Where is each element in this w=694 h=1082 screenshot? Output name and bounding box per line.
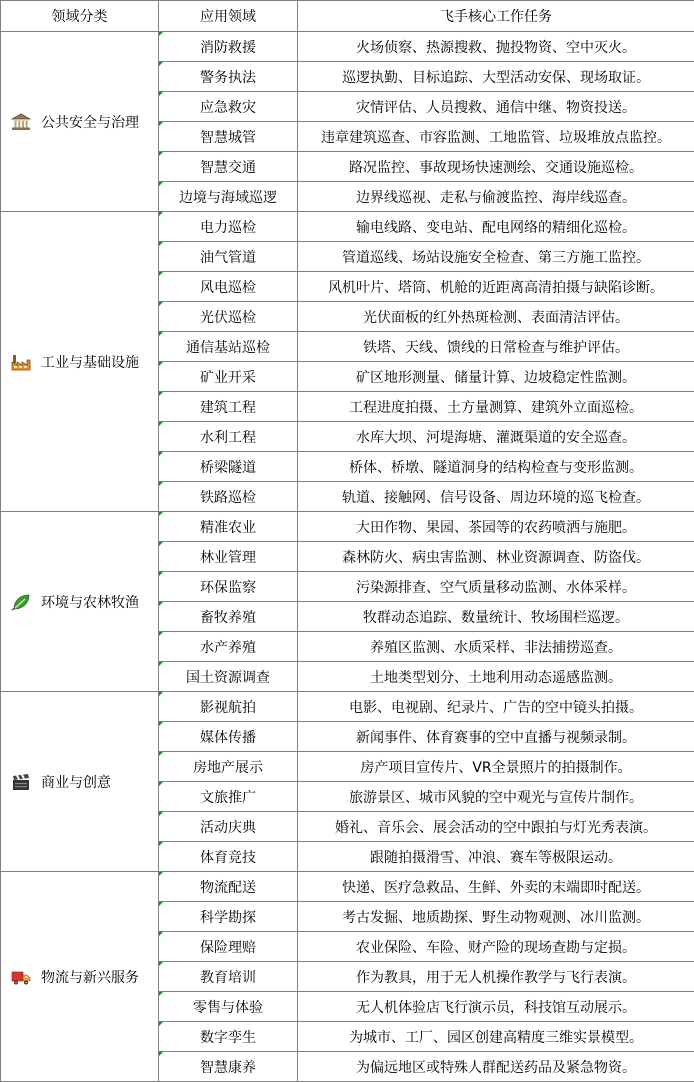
task-cell: 光伏面板的红外热斑检测、表面清洁评估。 [298, 302, 694, 332]
application-cell: 风电巡检 [159, 272, 298, 302]
task-cell: 输电线路、变电站、配电网络的精细化巡检。 [298, 212, 694, 242]
header-task: 飞手核心工作任务 [298, 1, 694, 32]
header-row [1, 1, 694, 32]
application-cell: 科学勘探 [159, 902, 298, 932]
table-row [1, 512, 694, 542]
application-cell: 影视航拍 [159, 692, 298, 722]
application-cell: 保险理赔 [159, 932, 298, 962]
application-cell: 光伏巡检 [159, 302, 298, 332]
task-cell: 考古发掘、地质勘探、野生动物观测、冰川监测。 [298, 902, 694, 932]
application-cell: 林业管理 [159, 542, 298, 572]
task-cell: 风机叶片、塔筒、机舱的近距离高清拍摄与缺陷诊断。 [298, 272, 694, 302]
application-cell: 电力巡检 [159, 212, 298, 242]
task-cell: 养殖区监测、水质采样、非法捕捞巡查。 [298, 632, 694, 662]
task-cell: 大田作物、果园、茶园等的农药喷洒与施肥。 [298, 512, 694, 542]
application-cell: 媒体传播 [159, 722, 298, 752]
task-cell: 新闻事件、体育赛事的空中直播与视频录制。 [298, 722, 694, 752]
application-cell: 消防救援 [159, 32, 298, 62]
task-cell: 森林防火、病虫害监测、林业资源调查、防盗伐。 [298, 542, 694, 572]
application-cell: 油气管道 [159, 242, 298, 272]
task-cell: 为偏远地区或特殊人群配送药品及紧急物资。 [298, 1052, 694, 1082]
government-building-icon [11, 113, 31, 131]
application-cell: 铁路巡检 [159, 482, 298, 512]
delivery-truck-icon [11, 968, 31, 986]
application-cell: 零售与体验 [159, 992, 298, 1022]
task-cell: 巡逻执勤、目标追踪、大型活动安保、现场取证。 [298, 62, 694, 92]
task-cell: 作为教具，用于无人机操作教学与飞行表演。 [298, 962, 694, 992]
application-cell: 文旅推广 [159, 782, 298, 812]
task-cell: 工程进度拍摄、土方量测算、建筑外立面巡检。 [298, 392, 694, 422]
task-cell: 矿区地形测量、储量计算、边坡稳定性监测。 [298, 362, 694, 392]
application-cell: 矿业开采 [159, 362, 298, 392]
category-label: 公共安全与治理 [41, 112, 139, 132]
task-cell: 边界线巡视、走私与偷渡监控、海岸线巡查。 [298, 182, 694, 212]
task-cell: 为城市、工厂、园区创建高精度三维实景模型。 [298, 1022, 694, 1052]
task-cell: 管道巡线、场站设施安全检查、第三方施工监控。 [298, 242, 694, 272]
application-cell: 智慧康养 [159, 1052, 298, 1082]
table-row [1, 212, 694, 242]
clapperboard-icon [11, 773, 31, 791]
table-body [1, 32, 694, 1082]
task-cell: 牧群动态追踪、数量统计、牧场围栏巡逻。 [298, 602, 694, 632]
application-cell: 智慧城管 [159, 122, 298, 152]
application-cell: 建筑工程 [159, 392, 298, 422]
category-cell [1, 212, 159, 512]
application-cell: 数字孪生 [159, 1022, 298, 1052]
category-cell [1, 512, 159, 692]
task-cell: 桥体、桥墩、隧道洞身的结构检查与变形监测。 [298, 452, 694, 482]
application-cell: 房地产展示 [159, 752, 298, 782]
application-cell: 边境与海域巡逻 [159, 182, 298, 212]
task-cell: 污染源排查、空气质量移动监测、水体采样。 [298, 572, 694, 602]
category-cell [1, 32, 159, 212]
task-cell: 快递、医疗急救品、生鲜、外卖的末端即时配送。 [298, 872, 694, 902]
application-cell: 通信基站巡检 [159, 332, 298, 362]
application-cell: 精准农业 [159, 512, 298, 542]
task-cell: 轨道、接触网、信号设备、周边环境的巡飞检查。 [298, 482, 694, 512]
leaf-icon [11, 593, 31, 611]
task-cell: 房产项目宣传片、VR全景照片的拍摄制作。 [298, 752, 694, 782]
task-cell: 婚礼、音乐会、展会活动的空中跟拍与灯光秀表演。 [298, 812, 694, 842]
task-cell: 无人机体验店飞行演示员，科技馆互动展示。 [298, 992, 694, 1022]
application-cell: 水产养殖 [159, 632, 298, 662]
table-row [1, 692, 694, 722]
factory-icon [11, 353, 31, 371]
application-cell: 国土资源调查 [159, 662, 298, 692]
task-cell: 旅游景区、城市风貌的空中观光与宣传片制作。 [298, 782, 694, 812]
application-cell: 桥梁隧道 [159, 452, 298, 482]
table-row [1, 32, 694, 62]
application-cell: 物流配送 [159, 872, 298, 902]
category-cell [1, 872, 159, 1082]
task-cell: 火场侦察、热源搜救、抛投物资、空中灭火。 [298, 32, 694, 62]
application-cell: 教育培训 [159, 962, 298, 992]
task-cell: 水库大坝、河堤海塘、灌溉渠道的安全巡查。 [298, 422, 694, 452]
application-cell: 水利工程 [159, 422, 298, 452]
application-cell: 警务执法 [159, 62, 298, 92]
category-label: 环境与农林牧渔 [41, 592, 139, 612]
header-category: 领域分类 [1, 1, 159, 32]
application-cell: 智慧交通 [159, 152, 298, 182]
header-application: 应用领域 [159, 1, 298, 32]
application-cell: 活动庆典 [159, 812, 298, 842]
application-cell: 应急救灾 [159, 92, 298, 122]
category-label: 工业与基础设施 [41, 352, 139, 372]
category-cell [1, 692, 159, 872]
task-cell: 违章建筑巡查、市容监测、工地监管、垃圾堆放点监控。 [298, 122, 694, 152]
task-cell: 路况监控、事故现场快速测绘、交通设施巡检。 [298, 152, 694, 182]
task-cell: 农业保险、车险、财产险的现场查勘与定损。 [298, 932, 694, 962]
table-row [1, 872, 694, 902]
application-cell: 环保监察 [159, 572, 298, 602]
task-cell: 电影、电视剧、纪录片、广告的空中镜头拍摄。 [298, 692, 694, 722]
task-cell: 土地类型划分、土地利用动态遥感监测。 [298, 662, 694, 692]
application-cell: 体育竞技 [159, 842, 298, 872]
application-cell: 畜牧养殖 [159, 602, 298, 632]
task-cell: 铁塔、天线、馈线的日常检查与维护评估。 [298, 332, 694, 362]
task-cell: 灾情评估、人员搜救、通信中继、物资投送。 [298, 92, 694, 122]
category-label: 商业与创意 [41, 772, 111, 792]
task-cell: 跟随拍摄滑雪、冲浪、赛车等极限运动。 [298, 842, 694, 872]
category-label: 物流与新兴服务 [41, 967, 139, 987]
